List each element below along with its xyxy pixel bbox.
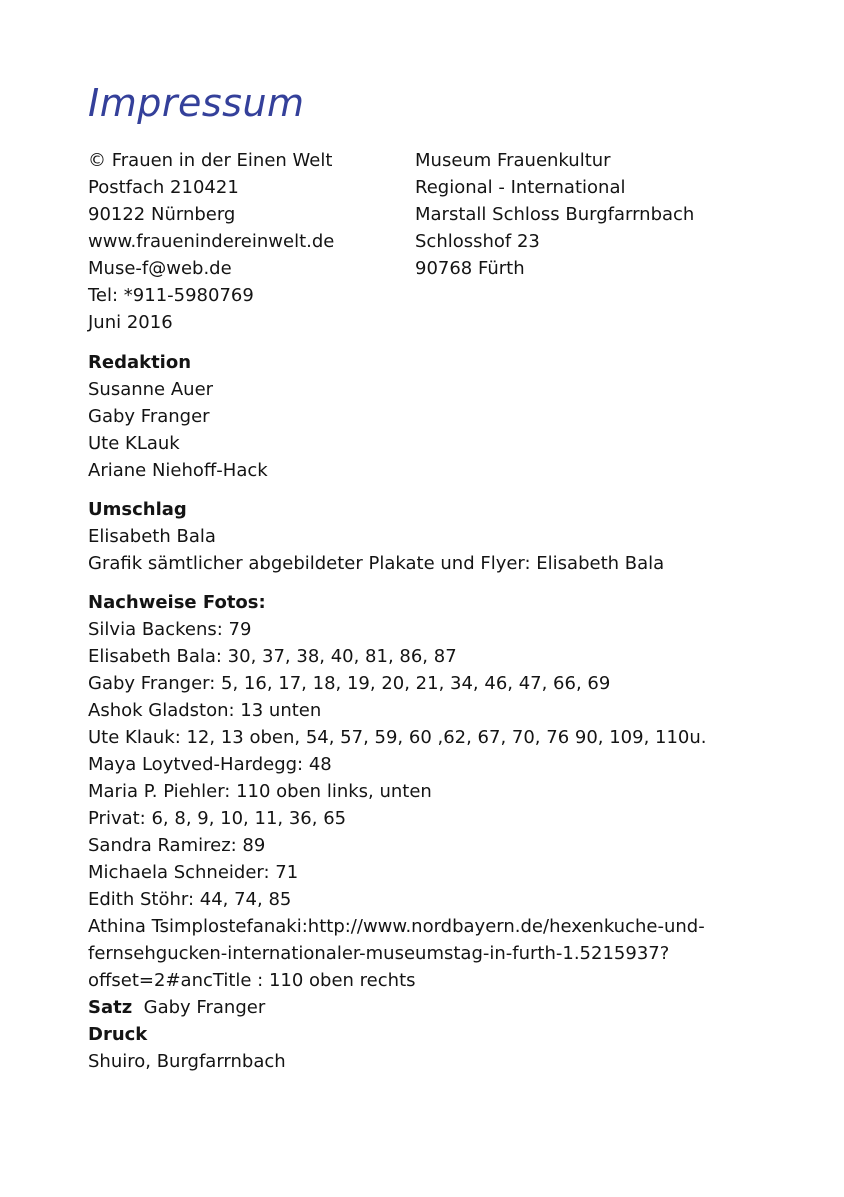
publication-date: Juni 2016 (88, 312, 173, 333)
foto-credit: Sandra Ramirez: 89 (88, 835, 266, 856)
imprint-body (88, 349, 808, 1075)
publisher-email: Muse-f@web.de (88, 258, 232, 279)
foto-credit: Michaela Schneider: 71 (88, 862, 299, 883)
satz-line (88, 994, 808, 1021)
satz-value: Gaby Franger (143, 997, 266, 1018)
foto-credit: fernsehgucken-internationaler-museumstag-in-furth-1.5215937? (88, 943, 670, 964)
foto-credit: Elisabeth Bala: 30, 37, 38, 40, 81, 86, 87 (88, 646, 457, 667)
foto-credit: Edith Stöhr: 44, 74, 85 (88, 889, 292, 910)
publisher-phone: Tel: *911-5980769 (88, 285, 254, 306)
umschlag-section (88, 496, 808, 577)
umschlag-line: Elisabeth Bala (88, 526, 216, 547)
redaktion-heading: Redaktion (88, 352, 192, 373)
page-title: Impressum (88, 81, 305, 125)
museum-location: Marstall Schloss Burgfarrnbach (415, 204, 695, 225)
museum-street: Schlosshof 23 (415, 231, 540, 252)
foto-credit: Maria P. Piehler: 110 oben links, unten (88, 781, 432, 802)
redaktion-name: Gaby Franger (88, 406, 210, 427)
redaktion-name: Ute KLauk (88, 433, 180, 454)
redaktion-name: Susanne Auer (88, 379, 214, 400)
publisher-postbox: Postfach 210421 (88, 177, 239, 198)
publisher-website: www.frauenindereinwelt.de (88, 231, 335, 252)
publisher-name: © Frauen in der Einen Welt (88, 150, 333, 171)
druck-heading: Druck (88, 1024, 148, 1045)
foto-credit: Ashok Gladston: 13 unten (88, 700, 322, 721)
museum-subtitle: Regional - International (415, 177, 626, 198)
foto-credit: Privat: 6, 8, 9, 10, 11, 36, 65 (88, 808, 347, 829)
foto-credit: Maya Loytved-Hardegg: 48 (88, 754, 332, 775)
redaktion-name: Ariane Niehoff-Hack (88, 460, 268, 481)
fotos-section (88, 589, 808, 994)
fotos-heading: Nachweise Fotos: (88, 592, 266, 613)
publisher-city: 90122 Nürnberg (88, 204, 236, 225)
druck-value: Shuiro, Burgfarrnbach (88, 1051, 286, 1072)
museum-city: 90768 Fürth (415, 258, 525, 279)
foto-credit: Gaby Franger: 5, 16, 17, 18, 19, 20, 21, 34, 46, 47, 66, 69 (88, 673, 611, 694)
umschlag-line: Grafik sämtlicher abgebildeter Plakate und Flyer: Elisabeth Bala (88, 553, 665, 574)
redaktion-section (88, 349, 808, 484)
foto-credit: offset=2#ancTitle : 110 oben rechts (88, 970, 416, 991)
foto-credit: Athina Tsimplostefanaki:http://www.nordbayern.de/hexenkuche-und- (88, 916, 705, 937)
satz-heading: Satz (88, 997, 133, 1018)
foto-credit: Silvia Backens: 79 (88, 619, 252, 640)
museum-name: Museum Frauenkultur (415, 150, 611, 171)
foto-credit: Ute Klauk: 12, 13 oben, 54, 57, 59, 60 ,62, 67, 70, 76 90, 109, 110u. (88, 727, 707, 748)
publisher-address (88, 147, 334, 336)
umschlag-heading: Umschlag (88, 499, 187, 520)
museum-address (415, 147, 694, 282)
